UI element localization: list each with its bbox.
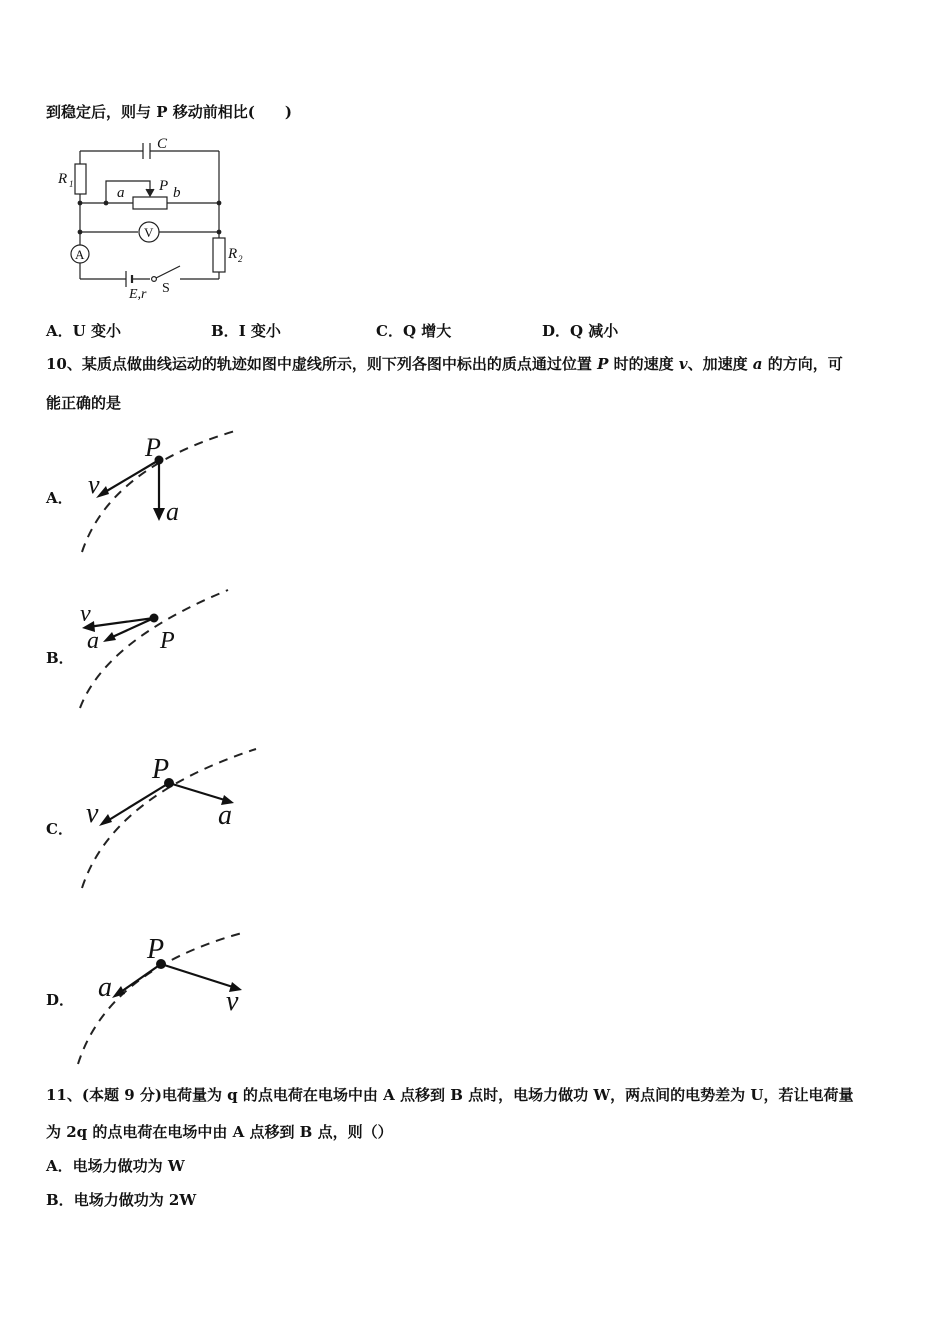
q10-stem-line1: 10、某质点做曲线运动的轨迹如图中虚线所示，则下列各图中标出的质点通过位置 P 时的速度 v、加速度 a 的方向，可 [46,355,843,373]
velocity-label: v [226,986,239,1017]
point-p: P [145,433,161,462]
switch-label: S [162,281,170,296]
velocity-label: v [88,470,100,499]
q9-option-c[interactable]: C．Q 增大 [376,322,452,340]
b-label: b [173,185,181,201]
velocity-label: v [80,601,91,627]
q10-option-b-label[interactable]: B． [46,649,74,667]
point-p: P [160,628,175,654]
q10-option-a-label[interactable]: A． [46,489,73,507]
q10-option-d-label[interactable]: D． [46,991,75,1009]
acceleration-label: a [98,972,112,1003]
point-p: P [147,934,165,965]
acceleration-label: a [87,628,99,654]
q9-option-d[interactable]: D．Q 减小 [542,322,619,340]
q11-option-a[interactable]: A．电场力做功为 W [46,1157,185,1175]
acceleration-label: a [218,800,232,831]
q9-option-a[interactable]: A．U 变小 [46,322,121,340]
ammeter-label: A [75,247,85,262]
q11-option-b[interactable]: B．电场力做功为 2W [46,1191,197,1209]
acceleration-label: a [166,497,179,526]
battery-label: E,r [129,287,147,302]
r1-label: R [58,171,68,187]
p-label: P [159,178,169,194]
velocity-label: v [86,798,99,829]
r2-sub: 2 [238,254,243,264]
capacitor-label: C [157,136,168,152]
voltmeter-label: V [144,225,154,240]
q11-stem-line2: 为 2q 的点电荷在电场中由 A 点移到 B 点，则（） [46,1123,393,1141]
a-label: a [117,185,125,201]
point-p: P [152,754,170,785]
r1-sub: 1 [69,179,74,189]
q10-option-c-label[interactable]: C． [46,820,73,838]
q9-option-b[interactable]: B．I 变小 [211,322,281,340]
r2-label: R [228,246,238,262]
q11-stem-line1: 11、(本题 9 分)电荷量为 q 的点电荷在电场中由 A 点移到 B 点时，电场力做功 W，两点间的电势差为 U，若让电荷量 [46,1086,854,1104]
q9-stem-end: 到稳定后，则与 P 移动前相比( ) [46,103,292,121]
q10-stem-line2: 能正确的是 [46,394,122,412]
